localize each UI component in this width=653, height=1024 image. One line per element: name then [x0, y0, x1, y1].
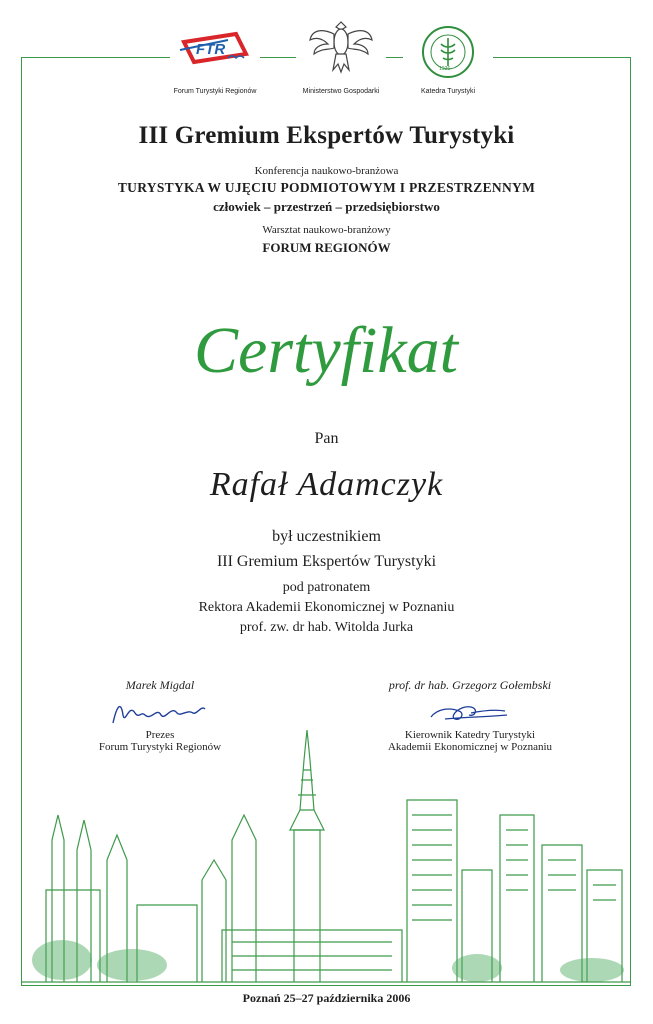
- svg-text:FTR: FTR: [196, 41, 226, 58]
- workshop-title: FORUM REGIONÓW: [262, 240, 391, 255]
- eagle-emblem-icon: [296, 14, 386, 84]
- ftr-logo-icon: [170, 14, 260, 84]
- conference-subtitle: człowiek – przestrzeń – przedsiębiorstwo: [213, 199, 440, 214]
- participation-line: był uczestnikiem: [272, 528, 381, 545]
- conference-title: TURYSTYKA W UJĘCIU PODMIOTOWYM I PRZESTRZENNYM: [117, 180, 536, 195]
- signatory-role-right: Kierownik Katedry Turystyki: [404, 729, 536, 741]
- signatory-org-right: Akademii Ekonomicznej w Poznaniu: [387, 741, 553, 753]
- patron-line: Rektora Akademii Ekonomicznej w Poznaniu: [198, 600, 455, 615]
- logo-bar: [0, 0, 653, 100]
- svg-text:Certyfikat: Certyfikat: [194, 314, 458, 387]
- event-title: III Gremium Ekspertów Turystyki: [138, 122, 515, 149]
- certificate-heading: [0, 290, 653, 400]
- ministry-logo: [296, 14, 386, 94]
- workshop-type: Warsztat naukowo-branżowy: [262, 224, 391, 236]
- ftr-caption: Forum Turystyki Regionów: [173, 88, 257, 95]
- conference-type: Konferencja naukowo-branżowa: [254, 165, 399, 177]
- recipient-name: Rafał Adamczyk: [209, 466, 444, 503]
- signatory-name-right: prof. dr hab. Grzegorz Gołembski: [388, 678, 552, 692]
- event-line: III Gremium Ekspertów Turystyki: [216, 553, 437, 570]
- place-and-date: Poznań 25–27 października 2006: [242, 991, 411, 1005]
- katedra-logo: [403, 14, 493, 94]
- patron-name-line: prof. zw. dr hab. Witolda Jurka: [239, 620, 414, 635]
- katedra-caption: Katedra Turystyki: [420, 88, 476, 95]
- ministry-caption: Ministerstwo Gospodarki: [302, 88, 380, 95]
- signatory-org-left: Forum Turystyki Regionów: [98, 741, 222, 753]
- signatory-role-left: Prezes: [145, 729, 175, 741]
- signatory-name-left: Marek Migdal: [125, 678, 195, 692]
- patronage-line: pod patronatem: [282, 580, 371, 595]
- academy-seal-icon: [403, 14, 493, 84]
- salutation: Pan: [314, 430, 339, 447]
- svg-text:1926: 1926: [439, 66, 451, 72]
- city-skyline-illustration: [22, 720, 630, 985]
- ftr-logo: [170, 14, 260, 94]
